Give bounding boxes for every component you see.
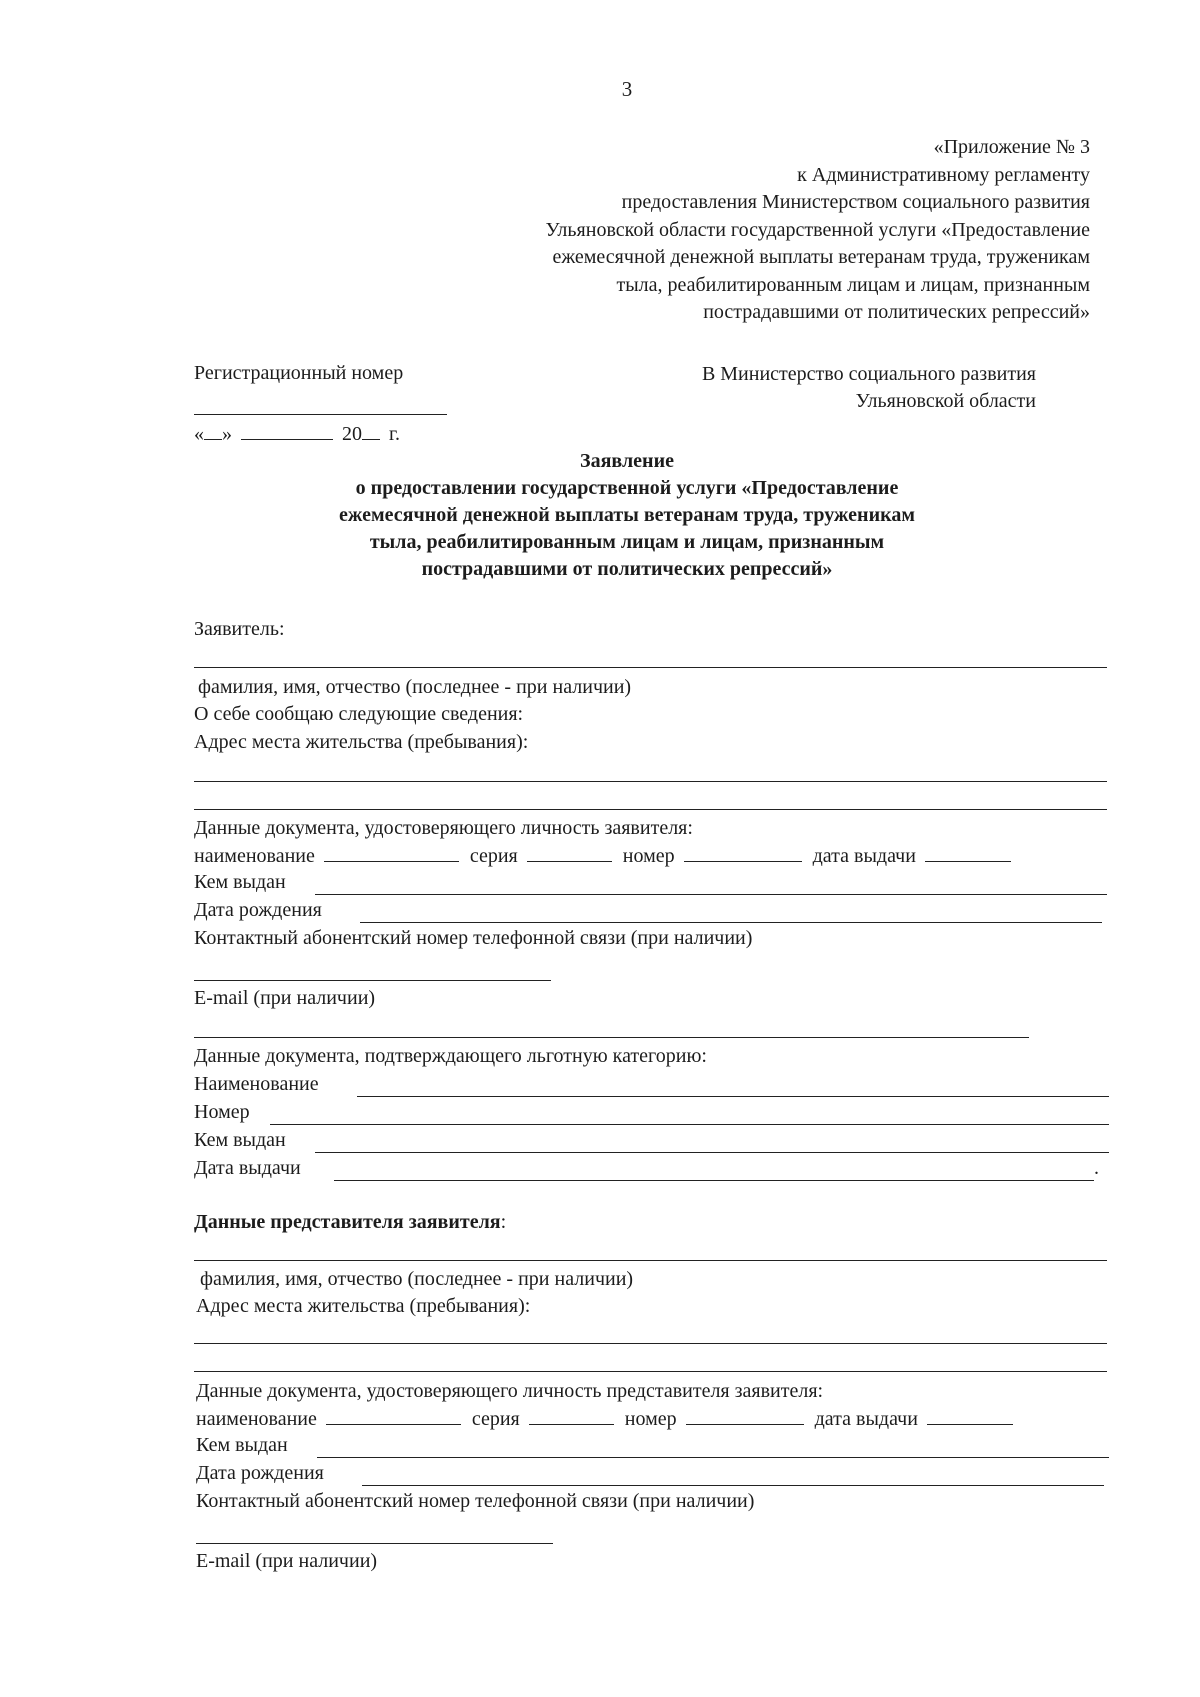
- rep-id-number-field[interactable]: [686, 1404, 804, 1425]
- benefit-doc-label: Данные документа, подтверждающего льготную категорию:: [194, 1045, 707, 1067]
- rep-id-number-label: номер: [624, 1408, 677, 1430]
- rep-address-label: Адрес места жительства (пребывания):: [196, 1295, 531, 1317]
- rep-id-name-label: наименование: [196, 1408, 317, 1430]
- recipient-block: [702, 361, 1036, 415]
- rep-id-doc-label: Данные документа, удостоверяющего личность представителя заявителя:: [196, 1380, 824, 1402]
- recipient-line: В Министерство социального развития: [701, 363, 1036, 385]
- id-issue-date-field[interactable]: [925, 841, 1011, 862]
- representative-header-colon: :: [500, 1211, 507, 1233]
- appendix-line: тыла, реабилитированным лицам и лицам, признанным: [616, 273, 1090, 296]
- benefit-issued-by-label: Кем выдан: [194, 1129, 286, 1151]
- benefit-name-field[interactable]: [357, 1096, 1109, 1097]
- rep-id-doc-row: [196, 1404, 1013, 1433]
- appendix-line: ежемесячной денежной выплаты ветеранам труда, труженикам: [552, 246, 1090, 268]
- representative-fio-field[interactable]: [194, 1260, 1107, 1261]
- registration-date: [194, 419, 400, 448]
- email-field[interactable]: [194, 1037, 1029, 1038]
- date-year-suffix: г.: [389, 423, 400, 445]
- title-line: тыла, реабилитированным лицам и лицам, признанным: [369, 531, 885, 553]
- address-field-2[interactable]: [194, 809, 1107, 810]
- id-doc-row: [194, 841, 1011, 870]
- representative-header-text: Данные представителя заявителя: [194, 1211, 501, 1233]
- applicant-label: Заявитель:: [194, 618, 285, 640]
- id-number-label: номер: [622, 845, 675, 867]
- benefit-issue-date-field[interactable]: [334, 1180, 1094, 1181]
- appendix-header: [546, 134, 1090, 327]
- rep-id-series-label: серия: [471, 1408, 520, 1430]
- title-line: о предоставлении государственной услуги «Предоставление: [355, 477, 899, 499]
- registration-label: Регистрационный номер: [194, 362, 404, 384]
- id-name-label: наименование: [194, 845, 315, 867]
- date-year-prefix: 20: [342, 423, 362, 445]
- appendix-line: к Административному регламенту: [797, 163, 1090, 186]
- birth-date-field[interactable]: [360, 922, 1102, 923]
- id-series-label: серия: [469, 845, 518, 867]
- id-number-field[interactable]: [684, 841, 802, 862]
- email-label: E-mail (при наличии): [194, 987, 376, 1009]
- id-doc-label: Данные документа, удостоверяющего личность заявителя:: [194, 817, 693, 839]
- date-open-quote: «: [194, 423, 204, 445]
- registration-number-field[interactable]: [194, 414, 447, 415]
- rep-id-name-field[interactable]: [326, 1404, 461, 1425]
- rep-issued-by-field[interactable]: [317, 1457, 1109, 1458]
- rep-phone-field[interactable]: [196, 1543, 553, 1544]
- id-series-field[interactable]: [527, 841, 612, 862]
- rep-email-label: E-mail (при наличии): [196, 1550, 378, 1572]
- rep-phone-label: Контактный абонентский номер телефонной связи (при наличии): [196, 1490, 755, 1512]
- date-close-quote: »: [222, 423, 232, 445]
- benefit-name-label: Наименование: [194, 1073, 319, 1095]
- rep-address-field-1[interactable]: [194, 1343, 1107, 1344]
- appendix-line: «Приложение № 3: [933, 136, 1090, 158]
- phone-field[interactable]: [194, 980, 551, 981]
- document-title: [0, 448, 1200, 583]
- rep-issued-by-label: Кем выдан: [196, 1434, 288, 1456]
- rep-birth-date-label: Дата рождения: [196, 1462, 324, 1484]
- benefit-issue-date-label: Дата выдачи: [194, 1157, 301, 1179]
- appendix-line: пострадавшими от политических репрессий»: [703, 301, 1090, 323]
- rep-id-issue-date-field[interactable]: [927, 1404, 1013, 1425]
- rep-birth-date-field[interactable]: [362, 1485, 1104, 1486]
- id-issue-date-label: дата выдачи: [812, 845, 916, 867]
- representative-header: [194, 1208, 506, 1236]
- issued-by-field[interactable]: [315, 894, 1107, 895]
- date-day-field[interactable]: [204, 419, 222, 440]
- appendix-line: предоставления Министерством социального развития: [621, 191, 1090, 213]
- issued-by-label: Кем выдан: [194, 871, 286, 893]
- appendix-line: Ульяновской области государственной услуги «Предоставление: [545, 218, 1090, 241]
- birth-date-label: Дата рождения: [194, 899, 322, 921]
- date-month-field[interactable]: [241, 419, 333, 440]
- rep-id-series-field[interactable]: [529, 1404, 614, 1425]
- fio-caption: фамилия, имя, отчество (последнее - при наличии): [198, 676, 632, 698]
- address-field-1[interactable]: [194, 781, 1107, 782]
- title-line: Заявление: [580, 450, 674, 472]
- address-label: Адрес места жительства (пребывания):: [194, 731, 529, 753]
- title-line: пострадавшими от политических репрессий»: [421, 558, 833, 580]
- phone-label: Контактный абонентский номер телефонной связи (при наличии): [194, 927, 753, 949]
- benefit-issued-by-field[interactable]: [315, 1152, 1109, 1153]
- benefit-number-field[interactable]: [270, 1124, 1109, 1125]
- rep-fio-caption: фамилия, имя, отчество (последнее - при наличии): [200, 1268, 634, 1290]
- id-name-field[interactable]: [324, 841, 459, 862]
- date-year-field[interactable]: [362, 419, 380, 440]
- trailing-dot: .: [1094, 1157, 1099, 1179]
- rep-id-issue-date-label: дата выдачи: [814, 1408, 918, 1430]
- about-self-label: О себе сообщаю следующие сведения:: [194, 703, 524, 725]
- applicant-fio-field[interactable]: [194, 667, 1107, 668]
- page-number: 3: [621, 77, 633, 101]
- recipient-line: Ульяновской области: [855, 390, 1036, 412]
- rep-address-field-2[interactable]: [194, 1371, 1107, 1372]
- title-line: ежемесячной денежной выплаты ветеранам труда, труженикам: [339, 504, 915, 526]
- benefit-number-label: Номер: [194, 1101, 250, 1123]
